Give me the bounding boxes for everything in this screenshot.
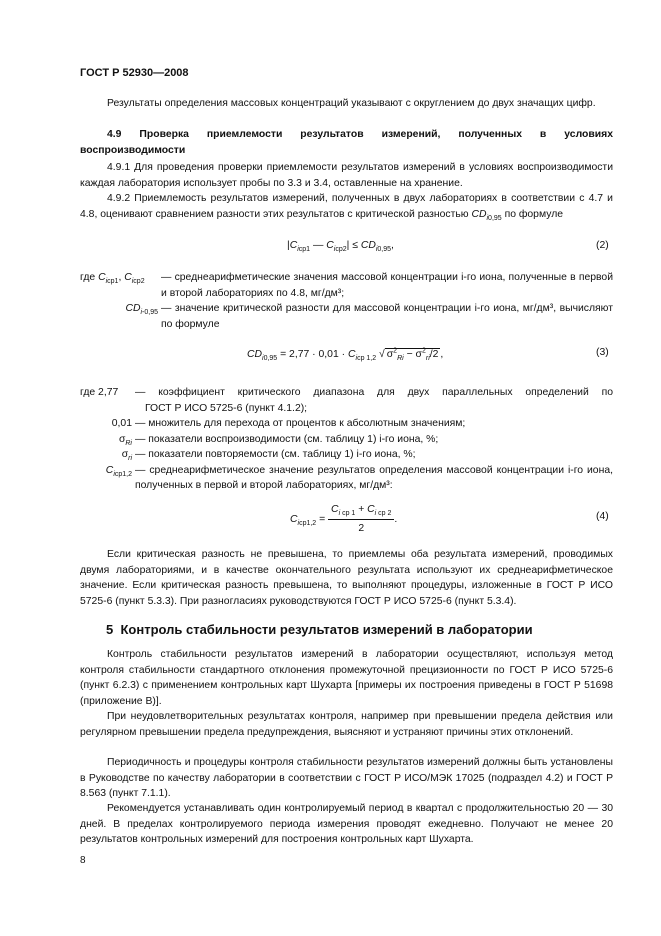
paragraph-5-2: При неудовлетворительных результатах контроля, например при превышении предела действия или регулярном превышении предела предупреждения, выясняют и устраняют причины этих отклонений. <box>80 711 613 738</box>
paragraph-4-9-2-text: 4.9.2 Приемлемость результатов измерений, полученных в двух лабораториях в соответствии с 4.7 и 4.8, оценивают сравнением разности этих результатов с критической разностью <box>80 193 613 220</box>
paragraph-4-9-1: 4.9.1 Для проведения проверки приемлемости результатов измерений в условиях воспроизводимости каждая лаборатория использует пробы по 3.3 и 3.4, оставленные на хранение. <box>80 162 613 189</box>
paragraph-5-4: Рекомендуется устанавливать один контролируемый период в квартал с продолжительностью 20 — 30 дней. В пределах контролируемого периода измерения проводят ежедневно. Получают не менее 20 результатов контрольных измерений для построения контрольных карт Шухарта. <box>80 803 613 845</box>
section-5-title: Контроль стабильности результатов измерений в лаборатории <box>120 622 533 637</box>
definitions-formula-3: где 2,77 — коэффициент критического диапазона для двух параллельных определений по ГОСТ Р ИСО 5725-6 (пункт 4.1.2); 0,01 — множитель для перехода от процентов к абсолютным значениям; $\sigma_{Ri}$ — показатели воспроизводимости (см. таблицу 1) i-го иона, %; $\sigma_{ri}$ — показатели повторяемости (см. таблицу 1) i-го иона, %; $C_{iср1,2}$ — среднеарифметическое значение результатов определения массовой концентрации i-го иона, полученных в первой и второй лабораториях, мг/дм³: <box>80 385 613 494</box>
definition-2-77: где 2,77 — коэффициент критического диапазона для двух параллельных определений по <box>80 385 613 401</box>
paragraph-4-9-2: 4.9.2 Приемлемость результатов измерений, полученных в двух лабораториях в соответствии с 4.7 и 4.8, оценивают сравнением разности этих результатов с критической разностью $CD_{i0,95}$ по формуле <box>80 193 613 222</box>
paragraph-5-1: Контроль стабильности результатов измерений в лаборатории осуществляют, используя метод контроля стабильности стандартного отклонения промежуточной прецизионности по ГОСТ Р ИСО 5725-6 (пункт 6.2.3) с применением контрольных карт Шухарта [примеры их построения приведены в ГОСТ Р 51698 (приложение В)]. <box>80 649 613 707</box>
section-4-9-number: 4.9 <box>107 129 122 140</box>
document-header: ГОСТ Р 52930—2008 <box>80 67 189 79</box>
formula-3-const-a: 2,77 <box>289 349 310 360</box>
formula-4: $C_{iср1,2}$ = $\frac{C_{i ср 1} + C_{i ср 2}}{2}$ . <box>290 504 398 534</box>
definition-c-icp-text: — среднеарифметические значения массовой концентрации i-го иона, полученные в первой и второй лабораториях по 4.8, мг/дм³; <box>161 272 613 299</box>
section-5-number: 5 <box>106 622 114 637</box>
section-5-heading <box>106 622 533 638</box>
definition-sigma-r-lower-text: — показатели повторяемости (см. таблицу 1) i-го иона, %; <box>135 449 416 460</box>
definitions-formula-2 <box>80 270 613 332</box>
definition-sigma-r-upper-text: — показатели воспроизводимости (см. таблицу 1) i-го иона, %; <box>135 433 439 445</box>
formula-4-number: (4) <box>596 511 609 522</box>
definition-c-icp: где $C_{iср1}$, $C_{iср2}$ — среднеарифметические значения массовой концентрации i-го иона, полученные в первой и второй лабораториях по 4.8, мг/дм³; <box>80 270 613 301</box>
definition-0-01-text: — множитель для перехода от процентов к абсолютным значениям; <box>135 418 466 429</box>
definition-c-icp12: $C_{iср1,2}$ — среднеарифметическое значение результатов определения массовой концентрации i-го иона, полученных в первой и второй лабораториях, мг/дм³: <box>80 463 613 494</box>
formula-3-const-b: 0,01 <box>318 349 339 360</box>
definition-c-icp12-text: — среднеарифметическое значение результатов определения массовой концентрации i-го иона, полученных в первой и второй лабораториях, мг/дм³: <box>135 464 613 491</box>
definition-cd-text: — значение критической разности для массовой концентрации i-го иона, мг/дм³, вычисляют по формуле <box>161 303 613 330</box>
formula-2: $|C_{iср1}$ — $C_{iср2}| \le CD_{i0,95}$, <box>287 240 394 254</box>
definition-cd: $CD_{i-0,95}$ — значение критической разности для массовой концентрации i-го иона, мг/дм³, вычисляют по формуле <box>80 301 613 332</box>
definition-sigma-r-lower: $\sigma_{ri}$ — показатели повторяемости (см. таблицу 1) i-го иона, %; <box>80 447 613 463</box>
paragraph-5-3: Периодичность и процедуры контроля стабильности результатов измерений должны быть установлены в Руководстве по качеству лаборатории в соответствии с ГОСТ Р ИСО/МЭК 17025 (подраздел 4.2) и ГОСТ Р 8.563 (пункт 7.1.1). <box>80 757 613 799</box>
formula-3: $CD_{i0,95} = 2,77 \cdot 0,01 \cdot C_{iср 1,2}$ √ $\sigma^2_{Ri} - \sigma^2_{ri}/2$ , <box>247 347 444 363</box>
page-number: 8 <box>80 855 86 866</box>
definition-where-word: где <box>80 272 96 283</box>
definition-sigma-r-upper: $\sigma_{Ri}$ — показатели воспроизводимости (см. таблицу 1) i-го иона, %; <box>80 432 613 448</box>
formula-2-number: (2) <box>596 240 609 251</box>
paragraph-4-9-2-tail: по формуле <box>504 208 564 220</box>
formula-3-number: (3) <box>596 347 609 358</box>
section-4-9-title: Проверка приемлемости результатов измерений, полученных в условиях воспроизводимости <box>80 129 613 156</box>
paragraph-critical-difference: Если критическая разность не превышена, то приемлемы оба результата измерений, проводимых двумя лабораториями, и в качестве окончательного результата используют их среднеарифметическое значение. Если критическая разность превышена, то выполняют процедуры, изложенные в ГОСТ Р ИСО 5725-6 (пункт 5.3.3). При разногласиях руководствуются ГОСТ Р ИСО 5725-6 (пункт 5.3.4). <box>80 549 613 607</box>
section-4-9-heading <box>80 127 613 158</box>
definition-2-77-text: — коэффициент критического диапазона для двух параллельных определений по <box>135 387 613 398</box>
definition-0-01: 0,01 — множитель для перехода от процентов к абсолютным значениям; <box>80 416 613 432</box>
paragraph-rounding: Результаты определения массовых концентраций указывают с округлением до двух значащих цифр. <box>107 98 596 109</box>
